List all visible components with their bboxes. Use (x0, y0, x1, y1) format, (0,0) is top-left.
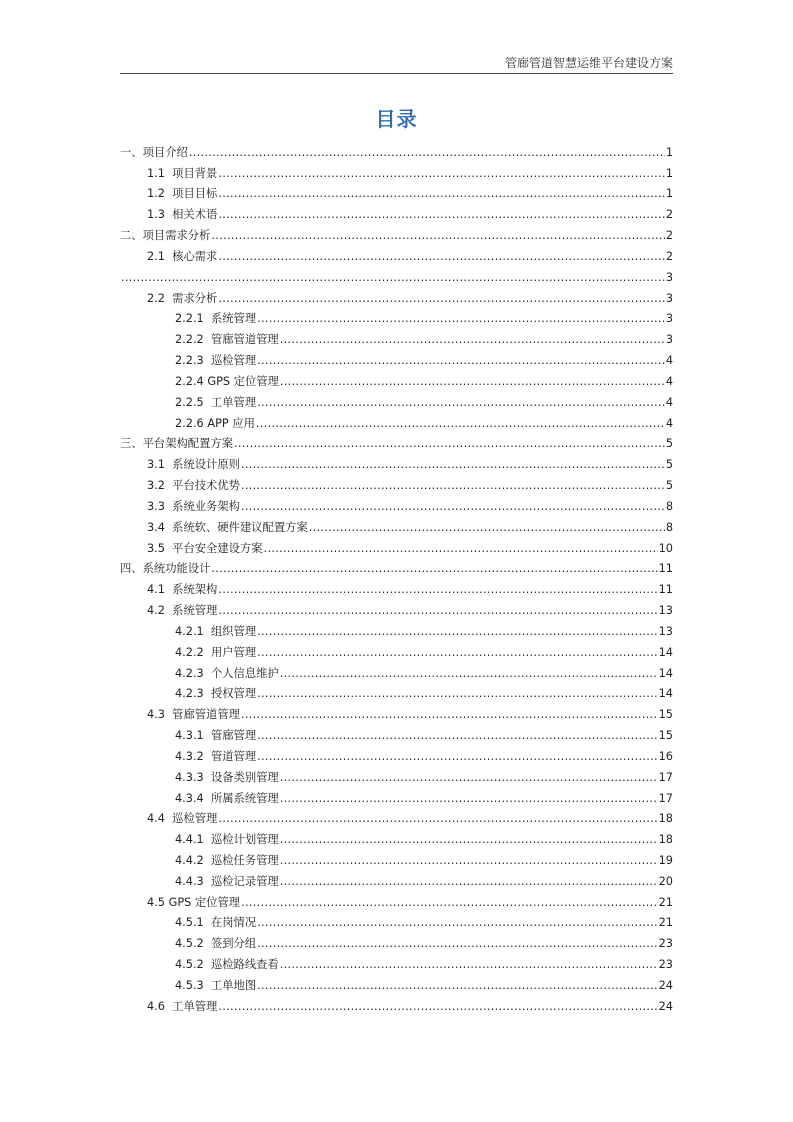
toc-entry-label: 巡检任务管理 (210, 853, 279, 867)
toc-leader-dots (211, 229, 664, 243)
toc-entry-label: 系统设计原则 (172, 458, 240, 472)
toc-entry-page: 14 (658, 687, 673, 701)
toc-entry-page: 10 (658, 541, 673, 555)
toc-entry-number: 4.5.3 (175, 978, 211, 992)
toc-entry[interactable] (120, 368, 673, 389)
toc-entry-page: 4 (665, 395, 673, 409)
toc-leader-dots (309, 521, 665, 535)
toc-entry-page: 11 (658, 562, 673, 576)
toc-leader-dots (218, 250, 664, 264)
toc-entry[interactable] (120, 306, 673, 327)
toc-entry-number: 4.2.2 (175, 645, 211, 659)
toc-entry-number: 2.1 (147, 249, 173, 263)
toc-entry-label: 签到分组 (210, 937, 257, 951)
toc-entry-label: 核心需求 (172, 249, 218, 263)
toc-entry-label: 平台安全建设方案 (172, 541, 263, 555)
toc-leader-dots (257, 729, 657, 743)
toc-leader-dots (257, 750, 657, 764)
toc-entry-page: 21 (658, 895, 673, 909)
toc-entry-label: 所属系统管理 (210, 791, 279, 805)
toc-leader-dots (218, 167, 664, 181)
toc-entry-page: 4 (665, 416, 673, 430)
toc-entry[interactable] (120, 618, 673, 639)
toc-leader-dots (241, 479, 665, 493)
toc-leader-dots (218, 812, 657, 826)
toc-entry-label: 巡检记录管理 (210, 874, 279, 888)
toc-leader-dots (256, 417, 665, 431)
page-title: 目录 (375, 107, 418, 131)
toc-entry-number: 4.3 (147, 708, 173, 722)
toc-leader-dots (218, 583, 657, 597)
toc-entry[interactable] (120, 764, 673, 785)
toc-entry-label: 个人信息维护 (210, 666, 279, 680)
toc-entry-number: 2.2.4 (175, 374, 208, 388)
toc-entry-page: 21 (658, 916, 673, 930)
toc-entry-number: 4.3.2 (175, 749, 211, 763)
toc-entry[interactable] (120, 785, 673, 806)
toc-entry-label: GPS 定位管理 (207, 374, 279, 388)
toc-entry[interactable] (120, 285, 673, 306)
toc-entry-page: 1 (665, 145, 673, 159)
toc-entry-number: 4.5.1 (175, 916, 211, 930)
toc-entry-label: APP 应用 (207, 416, 255, 430)
toc-entry[interactable] (120, 431, 673, 452)
toc-entry-label: 巡检管理 (172, 812, 218, 826)
toc-entry-page: 18 (658, 812, 673, 826)
toc-entry-number: 1.3 (147, 208, 173, 222)
toc-entry-label: 系统管理 (210, 312, 257, 326)
toc-leader-dots (280, 958, 658, 972)
toc-entry-number: 2.2.2 (175, 333, 211, 347)
toc-entry[interactable] (120, 660, 673, 681)
toc-entry-page: 13 (658, 604, 673, 618)
toc-entry[interactable] (120, 826, 673, 847)
toc-entry-label: 巡检路线查看 (210, 958, 279, 972)
toc-entry[interactable] (120, 451, 673, 472)
toc-entry-page: 23 (658, 958, 673, 972)
toc-entry-label: 系统软、硬件建议配置方案 (172, 520, 308, 534)
toc-entry-page: 18 (658, 833, 673, 847)
toc-entry-label: 需求分析 (172, 291, 218, 305)
toc-entry-label: 管廊管道管理 (210, 333, 279, 347)
toc-leader-dots (218, 1000, 657, 1014)
toc-entry-label: 管廊管道管理 (172, 708, 240, 722)
toc-entry[interactable] (120, 847, 673, 868)
toc-leader-dots (280, 792, 658, 806)
toc-entry-number: 4.2.1 (175, 624, 211, 638)
toc-entry[interactable] (120, 722, 673, 743)
toc-entry-label: 授权管理 (210, 687, 257, 701)
toc-entry-page: 5 (665, 479, 673, 493)
toc-entry-label: 平台架构配置方案 (142, 437, 233, 451)
toc-entry[interactable] (120, 681, 673, 702)
toc-entry-page: 20 (658, 874, 673, 888)
toc-entry[interactable] (120, 889, 673, 910)
toc-entry-number: 4.3.1 (175, 729, 211, 743)
toc-entry-page: 2 (665, 229, 673, 243)
toc-leader-dots (257, 979, 657, 993)
toc-entry[interactable] (120, 472, 673, 493)
toc-entry-label: 工单管理 (210, 395, 257, 409)
toc-entry[interactable] (120, 576, 673, 597)
toc-entry-page: 1 (665, 187, 673, 201)
toc-entry-page: 24 (658, 978, 673, 992)
toc-leader-dots (257, 646, 657, 660)
toc-entry-page: 17 (658, 791, 673, 805)
header-divider (120, 73, 673, 74)
toc-entry[interactable] (120, 222, 673, 243)
toc-entry-label: 在岗情况 (210, 916, 257, 930)
toc-entry-label: GPS 定位管理 (168, 895, 241, 909)
toc-entry[interactable] (120, 639, 673, 660)
toc-entry-number: 4.2.3 (175, 666, 211, 680)
toc-leader-dots (280, 333, 665, 347)
toc-entry-number: 4.6 (147, 999, 173, 1013)
toc-entry-label: 系统管理 (172, 604, 218, 618)
toc-leader-dots (257, 916, 657, 930)
toc-entry-label: 平台技术优势 (172, 479, 240, 493)
toc-entry-number: 2.2.5 (175, 395, 211, 409)
toc-entry-label: 项目目标 (172, 187, 218, 201)
toc-entry-label: 管廊管理 (210, 729, 257, 743)
toc-entry-label: 系统业务架构 (172, 499, 240, 513)
toc-entry[interactable] (120, 264, 673, 285)
toc-leader-dots (241, 708, 658, 722)
toc-entry-page: 5 (665, 437, 673, 451)
toc-entry-label: 系统架构 (172, 583, 218, 597)
toc-entry-page: 17 (658, 770, 673, 784)
toc-entry-number: 2.2 (147, 291, 173, 305)
toc-entry-number: 4.2 (147, 604, 173, 618)
toc-entry-number: 2.2.6 (175, 416, 208, 430)
toc-leader-dots (189, 146, 665, 160)
toc-entry-number: 4.5.2 (175, 937, 211, 951)
toc-entry-page: 8 (665, 499, 673, 513)
toc-entry-label: 管道管理 (210, 749, 257, 763)
toc-entry-label: 系统功能设计 (142, 562, 211, 576)
toc-entry-number: 3.2 (147, 479, 173, 493)
toc-entry[interactable] (120, 347, 673, 368)
toc-entry-page: 3 (665, 270, 673, 284)
toc-entry-number: 4.3.4 (175, 791, 211, 805)
toc-entry[interactable] (120, 243, 673, 264)
toc-entry-page: 8 (665, 520, 673, 534)
toc-entry-page: 11 (658, 583, 673, 597)
toc-entry-page: 4 (665, 354, 673, 368)
toc-entry[interactable] (120, 993, 673, 1014)
toc-entry[interactable] (120, 493, 673, 514)
toc-entry-page: 15 (658, 729, 673, 743)
toc-entry[interactable] (120, 910, 673, 931)
toc-entry-label: 巡检管理 (210, 354, 257, 368)
toc-leader-dots (241, 896, 658, 910)
toc-entry-page: 2 (665, 249, 673, 263)
toc-entry-page: 2 (665, 208, 673, 222)
toc-leader-dots (218, 604, 657, 618)
toc-entry-page: 24 (658, 999, 673, 1013)
toc-entry[interactable] (120, 930, 673, 951)
toc-entry[interactable] (120, 597, 673, 618)
toc-entry-number: 三、 (120, 437, 143, 451)
toc-entry-number: 4.1 (147, 583, 173, 597)
toc-entry-number: 4.4 (147, 812, 173, 826)
toc-entry-number: 2.2.3 (175, 354, 211, 368)
table-of-contents (120, 139, 673, 1014)
toc-entry-number: 3.1 (147, 458, 173, 472)
toc-leader-dots (241, 500, 665, 514)
toc-entry[interactable] (120, 160, 673, 181)
toc-entry-page: 1 (665, 166, 673, 180)
toc-entry-label: 项目背景 (172, 166, 218, 180)
toc-leader-dots (218, 187, 664, 201)
toc-entry-number: 4.4.1 (175, 833, 211, 847)
toc-entry-number: 4.4.2 (175, 853, 211, 867)
toc-entry-page: 19 (658, 853, 673, 867)
toc-entry[interactable] (120, 535, 673, 556)
toc-entry[interactable] (120, 868, 673, 889)
toc-entry-label: 项目需求分析 (142, 229, 211, 243)
toc-leader-dots (264, 542, 658, 556)
running-header: 管廊管道智慧运维平台建设方案 (504, 56, 673, 70)
toc-entry-page: 13 (658, 624, 673, 638)
toc-entry-page: 3 (665, 312, 673, 326)
toc-entry-number: 4.5 (147, 895, 169, 909)
toc-entry-page: 3 (665, 333, 673, 347)
toc-entry[interactable] (120, 743, 673, 764)
toc-entry-number: 3.5 (147, 541, 173, 555)
toc-entry[interactable] (120, 326, 673, 347)
toc-entry-page: 16 (658, 749, 673, 763)
toc-entry-page: 4 (665, 374, 673, 388)
toc-entry-label: 相关术语 (172, 208, 218, 222)
toc-entry-label: 巡检计划管理 (210, 833, 279, 847)
toc-entry-number: 4.2.3 (175, 687, 211, 701)
toc-entry-page: 14 (658, 666, 673, 680)
toc-entry-number: 3.4 (147, 520, 173, 534)
toc-leader-dots (257, 312, 665, 326)
toc-entry[interactable] (120, 556, 673, 577)
toc-entry[interactable] (120, 951, 673, 972)
toc-entry[interactable] (120, 410, 673, 431)
toc-entry[interactable] (120, 514, 673, 535)
toc-leader-dots (280, 875, 658, 889)
toc-entry-number: 一、 (120, 145, 143, 159)
toc-entry-page: 3 (665, 291, 673, 305)
toc-entry[interactable] (120, 806, 673, 827)
toc-entry-number: 4.3.3 (175, 770, 211, 784)
toc-leader-dots (211, 562, 657, 576)
toc-entry-label: 设备类别管理 (210, 770, 279, 784)
toc-entry-label: 工单管理 (172, 999, 218, 1013)
toc-leader-dots (280, 854, 658, 868)
toc-leader-dots (257, 396, 665, 410)
toc-leader-dots (257, 687, 657, 701)
toc-entry[interactable] (120, 701, 673, 722)
toc-entry-label: 工单地图 (210, 978, 257, 992)
toc-leader-dots (241, 458, 665, 472)
toc-entry[interactable] (120, 972, 673, 993)
toc-leader-dots (234, 437, 665, 451)
toc-leader-dots (280, 375, 665, 389)
toc-entry-number: 4.5.2 (175, 958, 211, 972)
toc-leader-dots (257, 937, 657, 951)
toc-entry-page: 23 (658, 937, 673, 951)
toc-entry-number: 二、 (120, 229, 143, 243)
toc-entry-page: 14 (658, 645, 673, 659)
toc-entry-page: 5 (665, 458, 673, 472)
toc-leader-dots (121, 271, 665, 285)
toc-entry-number: 四、 (120, 562, 143, 576)
toc-entry-label: 项目介绍 (142, 145, 188, 159)
toc-leader-dots (257, 354, 665, 368)
toc-leader-dots (218, 208, 664, 222)
toc-leader-dots (280, 833, 658, 847)
toc-entry-number: 1.2 (147, 187, 173, 201)
toc-entry-label: 组织管理 (210, 624, 257, 638)
toc-entry[interactable] (120, 201, 673, 222)
toc-entry-number: 4.4.3 (175, 874, 211, 888)
toc-leader-dots (218, 292, 664, 306)
toc-entry-number: 2.2.1 (175, 312, 211, 326)
toc-leader-dots (280, 771, 658, 785)
toc-entry[interactable] (120, 389, 673, 410)
toc-entry[interactable] (120, 139, 673, 160)
toc-leader-dots (280, 667, 658, 681)
toc-entry[interactable] (120, 181, 673, 202)
toc-entry-page: 15 (658, 708, 673, 722)
toc-entry-number: 3.3 (147, 499, 173, 513)
toc-leader-dots (257, 625, 657, 639)
toc-entry-number: 1.1 (147, 166, 173, 180)
toc-entry-label: 用户管理 (210, 645, 257, 659)
